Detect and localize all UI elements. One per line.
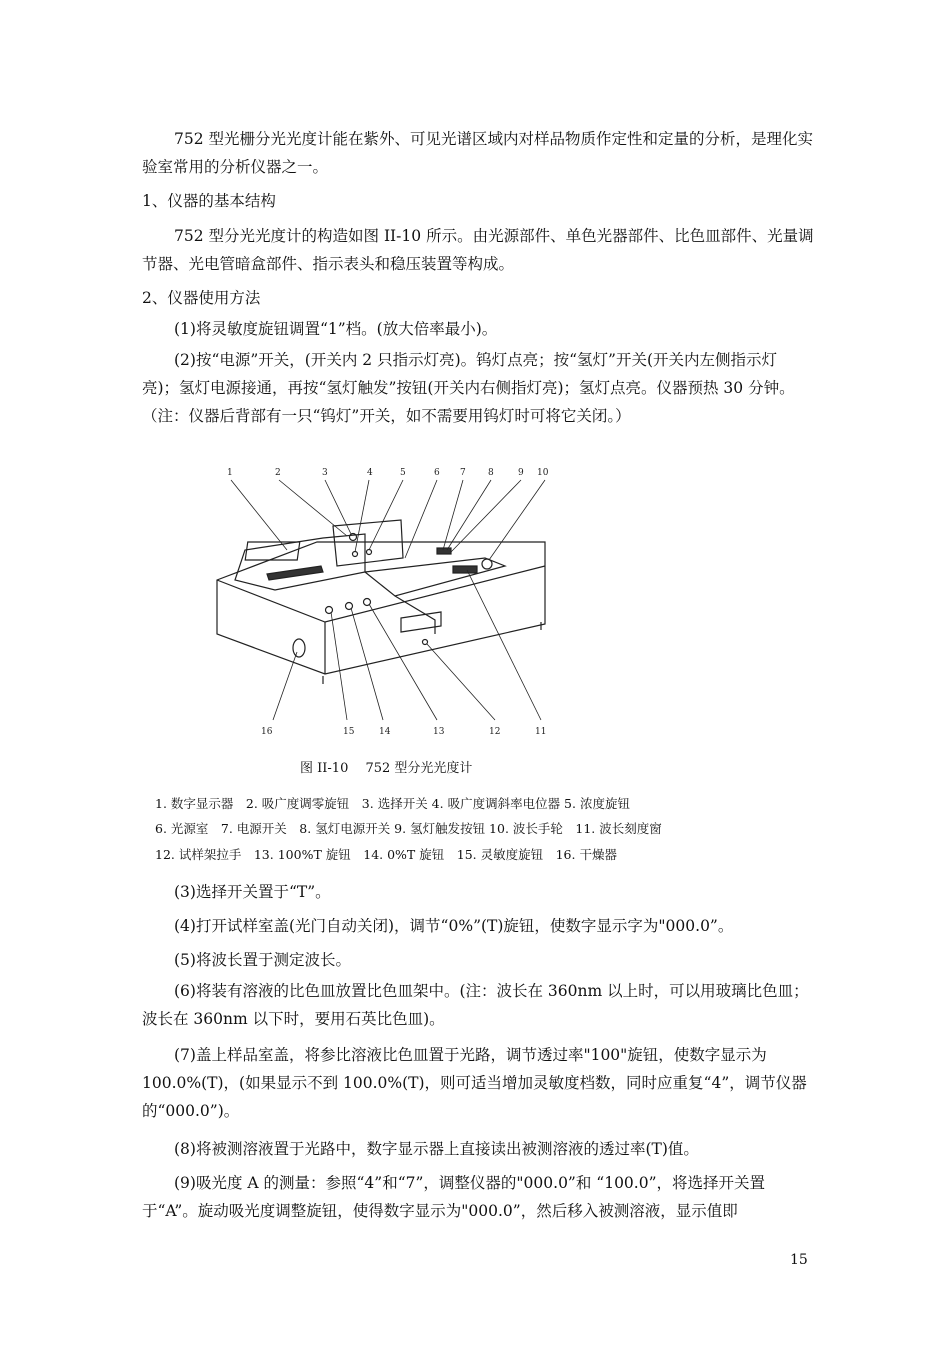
callout-9: 9 [518, 468, 524, 478]
spectrophotometer-drawing [205, 462, 565, 740]
spectrophotometer-figure [205, 462, 565, 740]
figure-caption: 图 II-10 752 型分光光度计 [300, 761, 473, 776]
step-7: (7)盖上样品室盖，将参比溶液比色皿置于光路，调节透过率"100"旋钮，使数字显示为 100.0%(T)，(如果显示不到 100.0%(T)，则可适当增加灵敏度档数，同时应重复“4”，调节仪器的“000.0”)。 [142, 1046, 807, 1120]
step-4: (4)打开试样室盖(光门自动关闭)，调节“0%”(T)旋钮，使数字显示字为"000.0”。 [174, 917, 734, 935]
callout-1: 1 [227, 468, 233, 478]
callout-16: 16 [261, 727, 273, 737]
legend-line-3: 12. 试样架拉手 13. 100%T 旋钮 14. 0%T 旋钮 15. 灵敏度旋钮 16. 干燥器 [155, 847, 617, 862]
step-9: (9)吸光度 A 的测量：参照“4”和“7”，调整仪器的"000.0”和 “100.0”，将选择开关置于“A”。旋动吸光度调整旋钮，使得数字显示为"000.0”，然后移入被测溶液，显示值即 [142, 1174, 765, 1220]
structure-paragraph: 752 型分光光度计的构造如图 II-10 所示。由光源部件、单色光器部件、比色皿部件、光量调节器、光电管暗盒部件、指示表头和稳压装置等构成。 [142, 227, 814, 273]
callout-5: 5 [400, 468, 406, 478]
callout-2: 2 [275, 468, 281, 478]
callout-14: 14 [379, 727, 391, 737]
section-heading-usage: 2、仪器使用方法 [142, 289, 261, 307]
legend-line-1: 1. 数字显示器 2. 吸广度调零旋钮 3. 选择开关 4. 吸广度调斜率电位器 5. 浓度旋钮 [155, 796, 630, 811]
callout-8: 8 [488, 468, 494, 478]
intro-paragraph: 752 型光栅分光光度计能在紫外、可见光谱区域内对样品物质作定性和定量的分析，是理化实验室常用的分析仪器之一。 [142, 130, 814, 176]
callout-4: 4 [367, 468, 373, 478]
step-8: (8)将被测溶液置于光路中，数字显示器上直接读出被测溶液的透过率(T)值。 [174, 1140, 699, 1158]
callout-12: 12 [489, 727, 501, 737]
step-1: (1)将灵敏度旋钮调置“1”档。(放大倍率最小)。 [174, 320, 498, 338]
step-2: (2)按“电源”开关，(开关内 2 只指示灯亮)。钨灯点亮；按“氢灯”开关(开关内左侧指示灯亮)；氢灯电源接通，再按“氢灯触发”按钮(开关内右侧指灯亮)；氢灯点亮。仪器预热 30 分钟。（注：仪器后背部有一只“钨灯”开关，如不需要用钨灯时可将它关闭。） [142, 351, 795, 425]
callout-15: 15 [343, 727, 355, 737]
step-6: (6)将装有溶液的比色皿放置比色皿架中。(注：波长在 360nm 以上时，可以用玻璃比色皿；波长在 360nm 以下时，要用石英比色皿)。 [142, 982, 809, 1028]
callout-6: 6 [434, 468, 440, 478]
legend-line-2: 6. 光源室 7. 电源开关 8. 氢灯电源开关 9. 氢灯触发按钮 10. 波长手轮 11. 波长刻度窗 [155, 821, 662, 836]
page-number: 15 [790, 1252, 808, 1268]
callout-10: 10 [537, 468, 549, 478]
step-5: (5)将波长置于测定波长。 [174, 951, 351, 969]
section-heading-structure: 1、仪器的基本结构 [142, 192, 276, 210]
step-3: (3)选择开关置于“T”。 [174, 883, 331, 901]
callout-7: 7 [460, 468, 466, 478]
callout-11: 11 [535, 727, 547, 737]
callout-13: 13 [433, 727, 445, 737]
callout-3: 3 [322, 468, 328, 478]
